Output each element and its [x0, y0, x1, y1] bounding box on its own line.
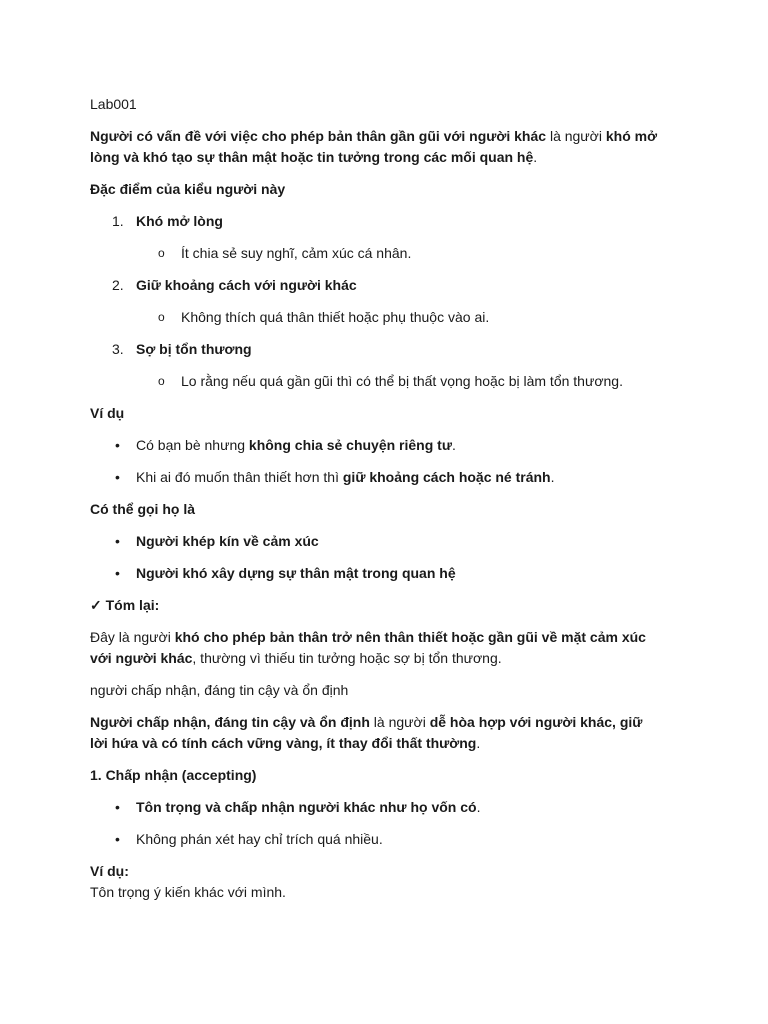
example-heading-text: Ví dụ: [90, 405, 125, 421]
accepting-item-1: [90, 797, 658, 818]
bullet-icon: •: [115, 799, 120, 815]
bullet-icon: •: [115, 831, 120, 847]
names-heading: [90, 499, 658, 520]
example-end: .: [451, 437, 456, 453]
trait-item-1: [90, 211, 658, 232]
example-item-2: [90, 467, 658, 488]
trait-title: Sợ bị tổn thương: [136, 341, 252, 357]
intro-bold-1: Người có vấn đề với việc cho phép bản thân gần gũi với người khác: [90, 128, 547, 144]
name-text: Người khó xây dựng sự thân mật trong quan hệ: [136, 565, 456, 581]
accepting-item-2: [90, 829, 658, 850]
trait-item-2: [90, 275, 658, 296]
second-intro-text-1: là người: [369, 714, 430, 730]
example-bold: không chia sẻ chuyện riêng tư: [248, 437, 452, 453]
second-title: người chấp nhận, đáng tin cậy và ổn định: [90, 682, 349, 698]
intro-bold-2: khó mở lòng và khó tạo sự thân mật hoặc tin tưởng trong các mối quan hệ: [90, 128, 658, 165]
accepting-text: Không phán xét hay chỉ trích quá nhiều.: [136, 831, 383, 847]
trait-title: Khó mở lòng: [136, 213, 223, 229]
accepting-heading-text: 1. Chấp nhận (accepting): [90, 767, 257, 783]
intro-text-2: .: [533, 149, 538, 165]
trait-detail-2: [90, 307, 658, 328]
circle-bullet-icon: o: [158, 310, 165, 324]
document-title: Lab001: [90, 96, 137, 112]
example-heading: [90, 403, 658, 424]
example2-text: Tôn trọng ý kiến khác với mình.: [90, 884, 286, 900]
intro-paragraph: [90, 126, 658, 168]
summary-heading-text: ✓ Tóm lại:: [90, 597, 160, 613]
example2-heading: [90, 861, 658, 882]
names-heading-text: Có thể gọi họ là: [90, 501, 195, 517]
trait-number: 1.: [112, 213, 124, 229]
example-item-1: [90, 435, 658, 456]
second-intro-bold-1: Người chấp nhận, đáng tin cậy và ổn định: [90, 714, 370, 730]
example-text: Có bạn bè nhưng: [136, 437, 249, 453]
example-end: .: [550, 469, 555, 485]
intro-text-1: là người: [546, 128, 606, 144]
summary-bold: khó cho phép bản thân trở nên thân thiết hoặc gần gũi về mặt cảm xúc với người khác: [90, 629, 646, 666]
bullet-icon: •: [115, 469, 120, 485]
circle-bullet-icon: o: [158, 246, 165, 260]
trait-detail-text: Không thích quá thân thiết hoặc phụ thuộc vào ai.: [181, 309, 490, 325]
bullet-icon: •: [115, 437, 120, 453]
trait-detail-text: Ít chia sẻ suy nghĩ, cảm xúc cá nhân.: [181, 245, 412, 261]
name-text: Người khép kín về cảm xúc: [136, 533, 319, 549]
second-intro-text-2: .: [476, 735, 481, 751]
summary-paragraph: [90, 627, 658, 669]
summary-text-1: Đây là người: [90, 629, 175, 645]
trait-detail-3: [90, 371, 658, 392]
traits-heading: [90, 179, 658, 200]
second-intro-bold-2: dễ hòa hợp với người khác, giữ lời hứa và có tính cách vững vàng, ít thay đổi thất thường: [90, 714, 643, 751]
bullet-icon: •: [115, 533, 120, 549]
trait-number: 2.: [112, 277, 124, 293]
summary-text-2: , thường vì thiếu tin tưởng hoặc sợ bị tổn thương.: [192, 650, 502, 666]
name-item-1: [90, 531, 658, 552]
example-text: Khi ai đó muốn thân thiết hơn thì: [136, 469, 343, 485]
accepting-end: .: [476, 799, 481, 815]
trait-item-3: [90, 339, 658, 360]
circle-bullet-icon: o: [158, 374, 165, 388]
trait-detail-text: Lo rằng nếu quá gần gũi thì có thể bị thất vọng hoặc bị làm tổn thương.: [181, 373, 623, 389]
example-bold: giữ khoảng cách hoặc né tránh: [342, 469, 551, 485]
summary-heading: [90, 595, 658, 616]
name-item-2: [90, 563, 658, 584]
trait-title: Giữ khoảng cách với người khác: [136, 277, 357, 293]
trait-number: 3.: [112, 341, 124, 357]
example2-heading-text: Ví dụ:: [90, 863, 129, 879]
accepting-heading: [90, 765, 658, 786]
traits-heading-text: Đặc điểm của kiểu người này: [90, 181, 286, 197]
trait-detail-1: [90, 243, 658, 264]
bullet-icon: •: [115, 565, 120, 581]
second-intro-paragraph: [90, 712, 658, 754]
accepting-bold: Tôn trọng và chấp nhận người khác như họ vốn có: [136, 799, 477, 815]
